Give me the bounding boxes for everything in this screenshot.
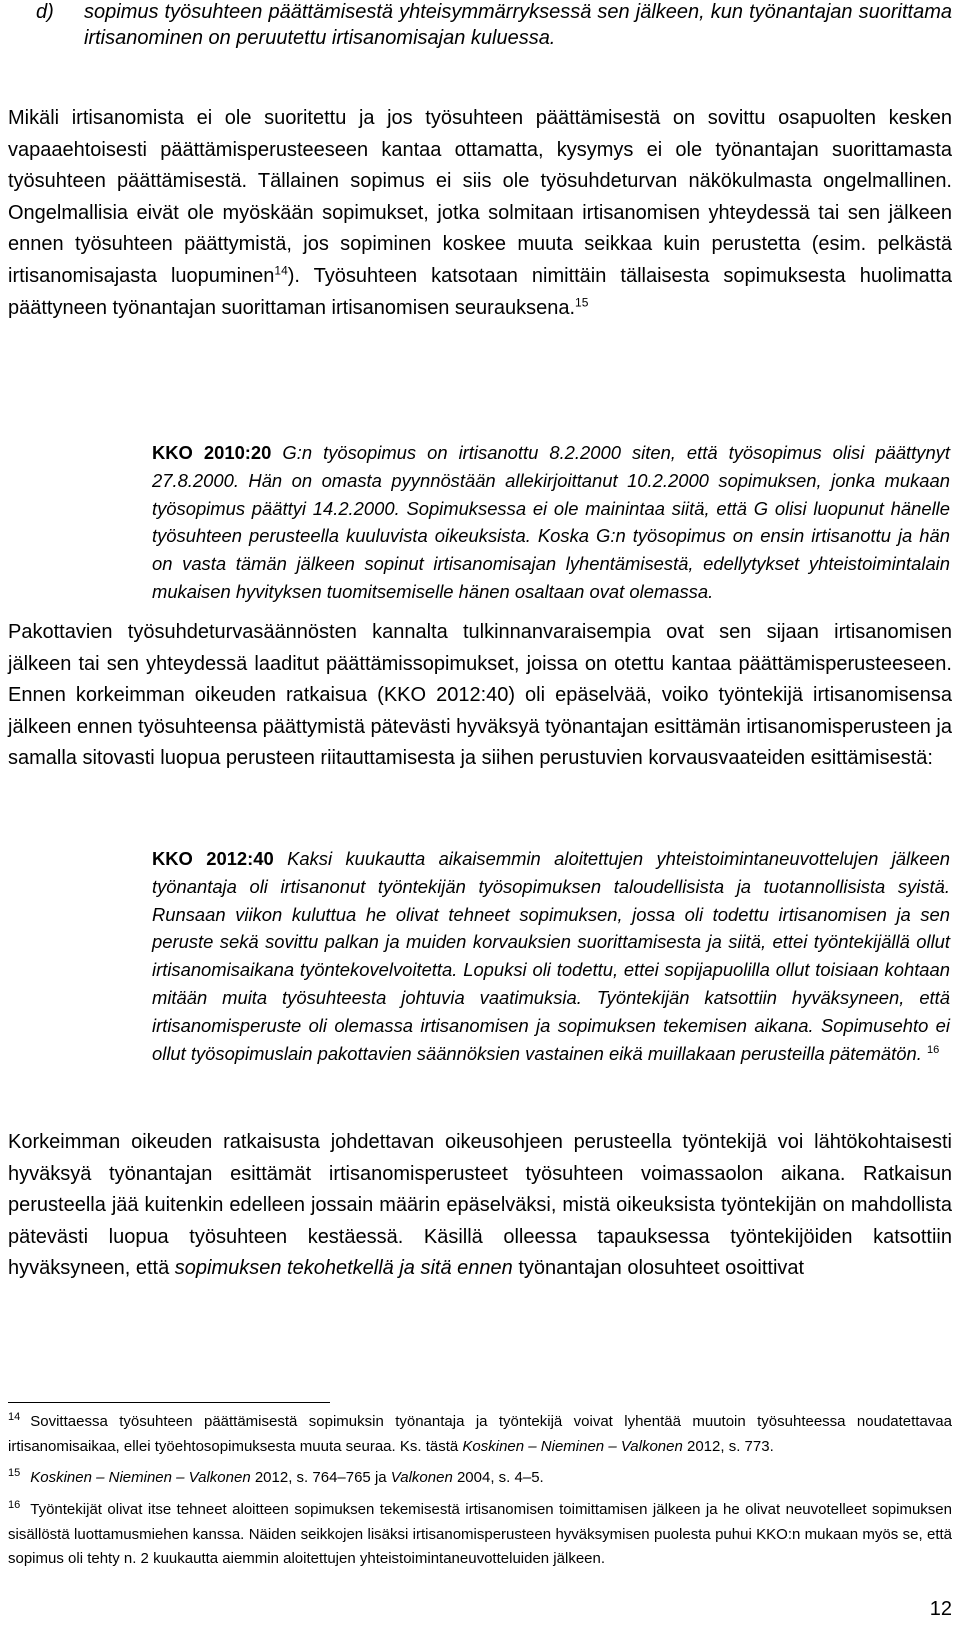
paragraph-1-text-a: Mikäli irtisanomista ei ole suoritettu ja jos työsuhteen päättämisestä on sovittu osapuolten kesken vapaaehtoisesti päättämisperusteeseen kantaa ottamatta, kysymys ei ole työnantajan suorittamasta työsuhteen päättämisestä. Tällainen sopimus ei siis ole työsuhdeturvan näkökulmasta ongelmallinen. Ongelmallisia eivät ole myöskään sopimukset, jotka solmitaan irtisanomisen yhteydessä tai sen jälkeen ennen työsuhteen päättymistä, jos sopiminen koskee muuta seikkaa kuin perustetta (esim. pelkästä irtisanomisajasta luopuminen — [8, 107, 952, 287]
paragraph-1-text-b: ). Työsuhteen katsotaan nimittäin tällaisesta sopimuksesta huolimatta päättyneen työnantajan suorittaman irtisanomisen seurauksena. — [8, 264, 952, 319]
paragraph-2-text: Pakottavien työsuhdeturvasäännösten kannalta tulkinnanvaraisempia ovat sen sijaan irtisanomisen jälkeen tai sen yhteydessä laaditut päättämissopimukset, joissa on otettu kantaa päättämisperusteeseen. Ennen korkeimman oikeuden ratkaisua (KKO 2012:40) oli epäselvää, voiko työntekijä irtisanomisensa jälkeen ennen työsuhteensa päättymistä pätevästi hyväksyä työnantajan esittämän irtisanomisperusteen ja samalla sitovasti luopua perusteen riitauttamisesta ja siihen perustuvien korvausvaateiden esittämisestä: — [8, 621, 952, 770]
paragraph-3-text-b: työnantajan olosuhteet osoittivat — [518, 1257, 805, 1280]
footnote-14 — [8, 1410, 952, 1459]
paragraph-1 — [8, 103, 952, 324]
paragraph-3-emphasis: sopimuksen tekohetkellä ja sitä ennen — [174, 1257, 513, 1280]
footnote-ref-14[interactable]: 14 — [274, 263, 288, 278]
footnote-emphasis-b: Valkonen — [390, 1469, 453, 1486]
footnote-text: Työntekijät olivat itse tehneet aloitteen sopimuksen tekemisestä irtisanomisen toimittamisen jälkeen ja he olivat neuvotelleet sopimuksen sisällöstä luottamusmiehen kanssa. Näiden seikkojen lisäksi irtisanomisperusteen hyväksymisen puolesta puhui KKO:n mukaan myös se, että sopimus oli tehty n. 2 kuukautta aiemmin aloitettujen yhteistoimintaneuvotteluiden jälkeen. — [8, 1501, 952, 1567]
footnote-16 — [8, 1498, 952, 1572]
case-summary: G:n työsopimus on irtisanottu 8.2.2000 siten, että työsopimus olisi päättynyt 27.8.2000. Hän on omasta pyynnöstään allekirjoittanut 10.2.2000 sopimuksen, jonka mukaan työsopimus päättyi 14.2.2000. Sopimuksessa ei ole mainintaa siitä, että G olisi luopunut hänelle työsuhteen perusteella kuuluvista oikeuksista. Koska G:n työsopimus on ensin irtisanottu ja hän on vasta tämän jälkeen sopinut irtisanomisajan lyhentämisestä, edellytykset yhteistoimintalain mukaisen hyvityksen tuomitsemiselle hänen osaltaan ovat olemassa. — [152, 442, 950, 602]
footnote-number: 15 — [8, 1467, 21, 1479]
footnote-emphasis: Koskinen – Nieminen – Valkonen — [462, 1437, 683, 1455]
footnote-15 — [8, 1466, 952, 1491]
paragraph-2 — [8, 617, 952, 775]
footnote-ref-16[interactable]: 16 — [926, 1043, 940, 1056]
page-number: 12 — [929, 1598, 952, 1620]
footnote-text-b: 2004, s. 4–5. — [456, 1469, 544, 1486]
list-item-text: sopimus työsuhteen päättämisestä yhteisymmärryksessä sen jälkeen, kun työnantajan suorittama irtisanominen on peruutettu irtisanomisajan kuluessa. — [84, 1, 952, 49]
footnote-text-b: 2012, s. 773. — [687, 1437, 774, 1455]
footnote-text-a: 2012, s. 764–765 ja — [254, 1469, 387, 1486]
case-quote-kko-2012-40 — [152, 845, 950, 1067]
paragraph-3-text-a: Korkeimman oikeuden ratkaisusta johdettavan oikeusohjeen perusteella työntekijä voi lähtökohtaisesti hyväksyä työnantajan esittämät irtisanomisperusteet työsuhteen voimassaolon aikana. Ratkaisun perusteella jää kuitenkin edelleen jossain määrin epäselväksi, mistä oikeuksista työntekijän on mahdollista pätevästi luopua työsuhteen kestäessä. Käsillä olleessa tapauksessa työntekijöiden katsottiin hyväksyneen, että — [8, 1131, 952, 1280]
footnote-emphasis-a: Koskinen – Nieminen – Valkonen — [30, 1469, 251, 1486]
footnote-number: 14 — [8, 1411, 21, 1423]
footnote-number: 16 — [8, 1499, 21, 1511]
list-item-d — [36, 0, 952, 51]
footnote-text-a: Sovittaessa työsuhteen päättämisestä sopimuksin työnantaja ja työntekijä voivat lyhentää muutoin työsuhteessa noudatettavaa irtisanomisaikaa, ellei työehtosopimuksesta muuta seuraa. Ks. tästä — [8, 1413, 952, 1455]
case-quote-kko-2010-20 — [152, 439, 950, 606]
footnote-separator — [8, 1402, 330, 1403]
case-reference: KKO 2012:40 — [152, 848, 274, 869]
case-summary: Kaksi kuukautta aikaisemmin aloitettujen yhteistoimintaneuvottelujen jälkeen työnantaja oli irtisanonut työntekijän työsopimuksen taloudellisista ja tuotannollisista syistä. Runsaan viikon kuluttua he olivat tehneet sopimuksen, jossa oli todettu irtisanomisen ja sen peruste sekä sovittu palkan ja muiden korvauksien suorittamisesta ja siitä, ettei työntekijällä ollut irtisanomisaikana työntekovelvoitetta. Lopuksi oli todettu, ettei sopijapuolilla ollut toisiaan kohtaan mitään muita työsuhteesta johtuvia vaatimuksia. Työntekijän katsottiin hyväksyneen, että irtisanomisperuste oli olemassa irtisanomisen ja sopimuksen tekemisen aikana. Sopimusehto ei ollut työsopimuslain pakottavien säännöksien vastainen eikä muillakaan perusteilla pätemätön. — [152, 848, 950, 1064]
paragraph-3 — [8, 1127, 952, 1285]
list-marker: d) — [36, 1, 54, 23]
footnote-ref-15[interactable]: 15 — [575, 294, 589, 309]
case-reference: KKO 2010:20 — [152, 442, 272, 463]
